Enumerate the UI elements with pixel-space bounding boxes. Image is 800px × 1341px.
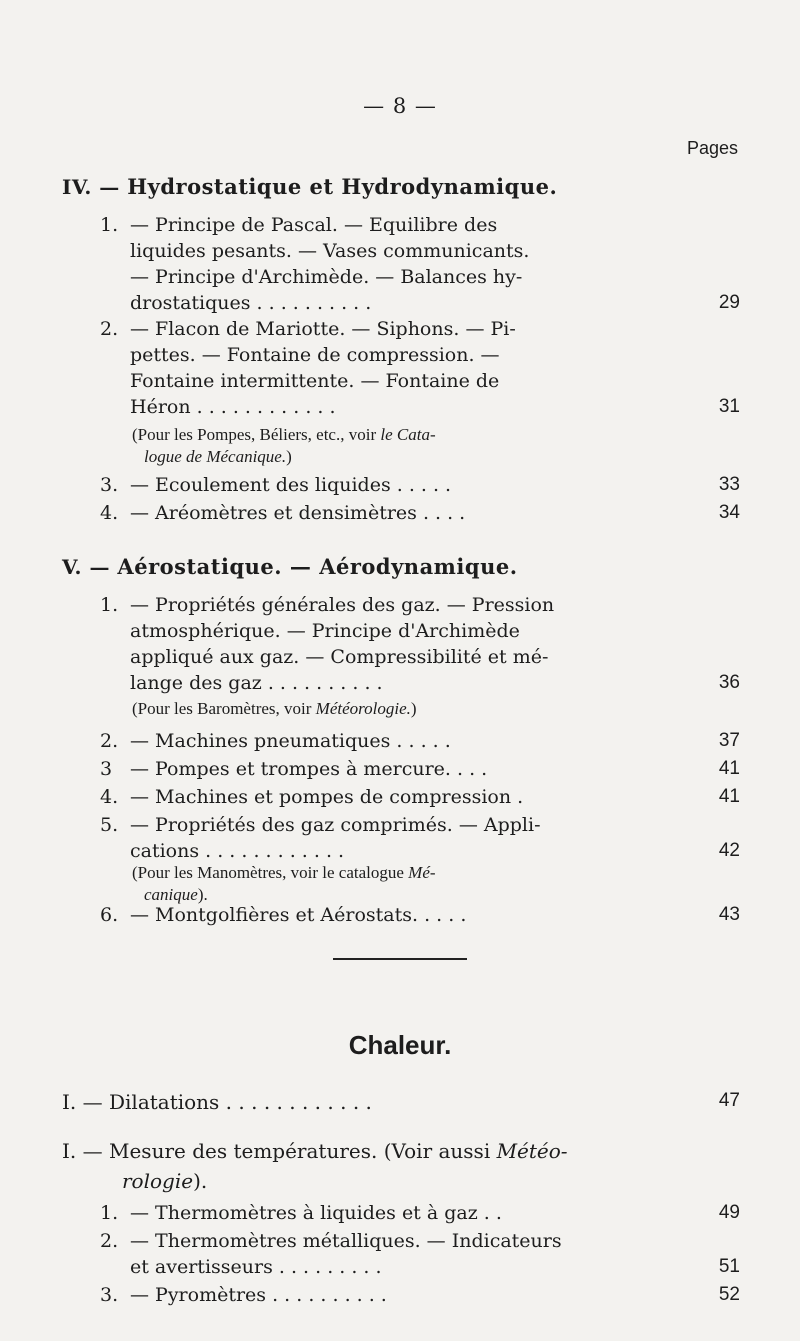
note-italic: canique: [144, 885, 198, 904]
entry-page: 41: [718, 758, 740, 779]
entry-text: [130, 212, 690, 316]
entry-line: et avertisseurs . . . . . . . . .: [130, 1256, 382, 1278]
entry-line: cations . . . . . . . . . . . .: [130, 840, 345, 862]
toc-entry-iv-2: [100, 316, 740, 426]
entry-number: 5.: [100, 814, 119, 836]
entry-line: — Thermomètres à liquides et à gaz . .: [130, 1202, 502, 1224]
pages-column-label: Pages: [686, 138, 738, 158]
entry-number: 3: [100, 758, 113, 780]
entry-text: [130, 472, 690, 498]
entry-line: — Pyromètres . . . . . . . . . .: [130, 1284, 387, 1306]
note-text: (Pour les Manomètres, voir le catalogue: [132, 863, 409, 882]
entry-text: [130, 902, 690, 928]
toc-entry-v-4: [100, 784, 740, 810]
entry-text: [130, 728, 690, 754]
note-manometres: [132, 862, 692, 906]
entry-text: [130, 756, 690, 782]
entry-number: 1.: [100, 214, 119, 236]
entry-line: Héron . . . . . . . . . . . .: [130, 396, 336, 418]
entry-page: 51: [718, 1256, 740, 1277]
note-italic: logue de Mécanique.: [144, 447, 287, 466]
entry-line: lange des gaz . . . . . . . . . .: [130, 672, 383, 694]
toc-entry-v-1: [100, 592, 740, 702]
entry-line: Fontaine intermittente. — Fontaine de: [130, 370, 500, 392]
entry-number: 2.: [100, 1230, 119, 1252]
note-italic: Mé-: [408, 863, 436, 882]
entry-page: 43: [718, 904, 740, 925]
toc-entry-v-2: [100, 728, 740, 754]
section-text: (Voir aussi: [377, 1139, 497, 1163]
toc-entry-iv-4: [100, 500, 740, 526]
entry-line: — Thermomètres métalliques. — Indicateurs: [130, 1230, 562, 1252]
entry-line: — Principe de Pascal. — Equilibre des: [130, 214, 498, 236]
entry-line: — Flacon de Mariotte. — Siphons. — Pi-: [130, 318, 516, 340]
section-v-roman: V. —: [62, 555, 110, 579]
entry-page: 42: [718, 840, 740, 861]
entry-number: 1.: [100, 1202, 119, 1224]
note-text: ).: [197, 885, 208, 904]
note-pompes: [132, 424, 692, 468]
note-italic: Météorologie.: [315, 699, 411, 718]
entry-line: liquides pesants. — Vases communicants.: [130, 240, 530, 262]
section-title: Mesure des températures.: [108, 1139, 378, 1163]
entry-line: appliqué aux gaz. — Compressibilité et mé-: [130, 646, 549, 668]
entry-text: [130, 812, 690, 864]
note-text: ): [286, 447, 292, 466]
entry-line: pettes. — Fontaine de compression. —: [130, 344, 500, 366]
note-text: ): [410, 699, 417, 718]
note-barometres: [132, 698, 692, 720]
toc-entry-v-5: [100, 812, 740, 864]
entry-number: 4.: [100, 786, 119, 808]
entry-line: — Principe d'Archimède. — Balances hy-: [130, 266, 523, 288]
entry-page: 33: [718, 474, 740, 495]
entry-line: — Machines et pompes de compression .: [130, 786, 524, 808]
entry-roman: I. —: [62, 1090, 103, 1114]
entry-text: [130, 1228, 690, 1280]
entry-text: [130, 316, 690, 420]
entry-page: 34: [718, 502, 740, 523]
toc-entry-dilatations: [62, 1090, 740, 1114]
entry-line: — Machines pneumatiques . . . . .: [130, 730, 451, 752]
entry-page: 29: [718, 292, 740, 313]
entry-number: 3.: [100, 474, 119, 496]
entry-text: [130, 500, 690, 526]
toc-entry-v-3: [100, 756, 740, 782]
section-mesure-heading: [62, 1136, 742, 1196]
toc-entry-v-6: [100, 902, 740, 928]
entry-text: [130, 592, 690, 696]
entry-line: — Aréomètres et densimètres . . . .: [130, 502, 466, 524]
note-text: (Pour les Baromètres, voir: [132, 699, 316, 718]
toc-entry-iv-1: [100, 212, 740, 322]
entry-number: 3.: [100, 1284, 119, 1306]
entry-line: atmosphérique. — Principe d'Archimède: [130, 620, 520, 642]
section-roman: I. —: [62, 1139, 103, 1163]
entry-line: — Montgolfières et Aérostats. . . . .: [130, 904, 467, 926]
section-italic: Météo-: [496, 1139, 568, 1163]
note-italic: le Cata-: [380, 425, 436, 444]
entry-line: — Propriétés générales des gaz. — Pression: [130, 594, 555, 616]
entry-page: 31: [718, 396, 740, 417]
toc-entry-mesure-1: [100, 1200, 740, 1226]
section-v-heading: [62, 554, 518, 579]
toc-entry-mesure-2: [100, 1228, 740, 1280]
entry-page: 49: [718, 1202, 740, 1223]
section-iv-title: Hydrostatique et Hydrodynamique.: [127, 174, 558, 199]
entry-page: 36: [718, 672, 740, 693]
entry-number: 4.: [100, 502, 119, 524]
chapter-title: Chaleur.: [348, 1030, 452, 1060]
entry-text: Dilatations . . . . . . . . . . . .: [108, 1090, 372, 1114]
entry-text: [130, 784, 690, 810]
entry-line: — Propriétés des gaz comprimés. — Appli-: [130, 814, 541, 836]
entry-page: 41: [718, 786, 740, 807]
entry-number: 6.: [100, 904, 119, 926]
entry-line: — Ecoulement des liquides . . . . .: [130, 474, 452, 496]
entry-line: drostatiques . . . . . . . . . .: [130, 292, 372, 314]
entry-text: [130, 1282, 690, 1308]
section-italic: rologie: [122, 1169, 194, 1193]
entry-number: 1.: [100, 594, 119, 616]
entry-number: 2.: [100, 730, 119, 752]
section-v-title: Aérostatique. — Aérodynamique.: [117, 554, 518, 579]
entry-page: 37: [718, 730, 740, 751]
section-iv-roman: IV. —: [62, 175, 120, 199]
entry-page: 47: [718, 1090, 740, 1111]
entry-number: 2.: [100, 318, 119, 340]
entry-page: 52: [718, 1284, 740, 1305]
note-text: (Pour les Pompes, Béliers, etc., voir: [132, 425, 381, 444]
entry-text: [130, 1200, 690, 1226]
page-number: — 8 —: [363, 94, 437, 118]
toc-entry-iv-3: [100, 472, 740, 498]
toc-entry-mesure-3: [100, 1282, 740, 1308]
section-text: ).: [193, 1169, 208, 1193]
entry-line: — Pompes et trompes à mercure. . . .: [130, 758, 488, 780]
section-iv-heading: [62, 174, 557, 199]
section-divider: [333, 958, 467, 960]
